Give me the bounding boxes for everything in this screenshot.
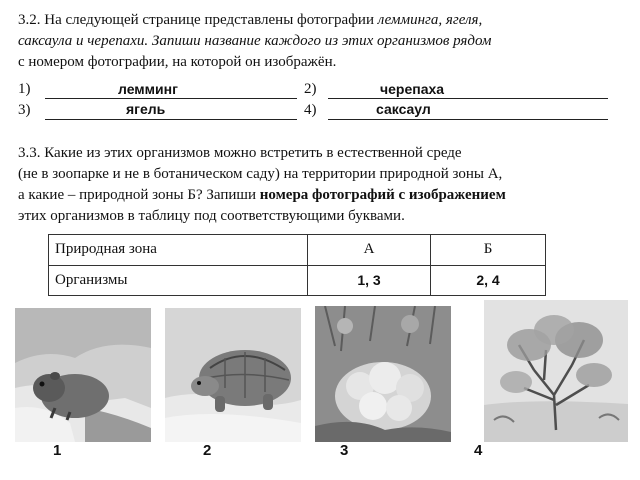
turtle-photo [165,308,301,442]
answer2-text: черепаха [380,81,445,97]
item4-number: 4) [304,102,317,118]
answer4-text: саксаул [376,101,431,117]
photo-label-4: 4 [474,442,483,459]
zones-table [48,234,546,296]
table-header-a: А [308,235,431,266]
item3-number: 3) [18,102,31,118]
task32-line2: саксаула и черепахи. Запиши название каждого из этих организмов рядом [18,33,492,49]
task33-line3: а какие – природной зоны Б? Запиши номера фотографий с изображением [18,187,506,203]
task33-line2: (не в зоопарке и не в ботаническом саду) на территории природной зоны А, [18,166,503,182]
task33-line1: 3.3. Какие из этих организмов можно встретить в естественной среде [18,145,462,161]
item1-number: 1) [18,81,31,97]
answer1-line [45,98,297,99]
answer3-line [45,119,297,120]
reindeer-moss-photo [315,306,451,442]
answer2-line [328,98,608,99]
table-row [49,265,546,296]
table-answer-b: 2, 4 [431,265,546,296]
answer1-text: лемминг [118,81,178,97]
item2-number: 2) [304,81,317,97]
task32-line1: 3.2. На следующей странице представлены фотографии лемминга, ягеля, [18,12,483,28]
table-row [49,235,546,266]
answer3-text: ягель [126,101,166,117]
table-header-b: Б [431,235,546,266]
table-label-organisms: Организмы [49,265,308,296]
lemming-photo [15,308,151,442]
answer4-line [328,119,608,120]
table-answer-a: 1, 3 [308,265,431,296]
photo-label-1: 1 [53,442,62,459]
task32-line3: с номером фотографии, на которой он изображён. [18,54,337,70]
saxaul-photo [484,300,628,442]
task33-line4: этих организмов в таблицу под соответствующими буквами. [18,208,405,224]
table-header-zone: Природная зона [49,235,308,266]
photo-label-3: 3 [340,442,349,459]
photo-label-2: 2 [203,442,212,459]
